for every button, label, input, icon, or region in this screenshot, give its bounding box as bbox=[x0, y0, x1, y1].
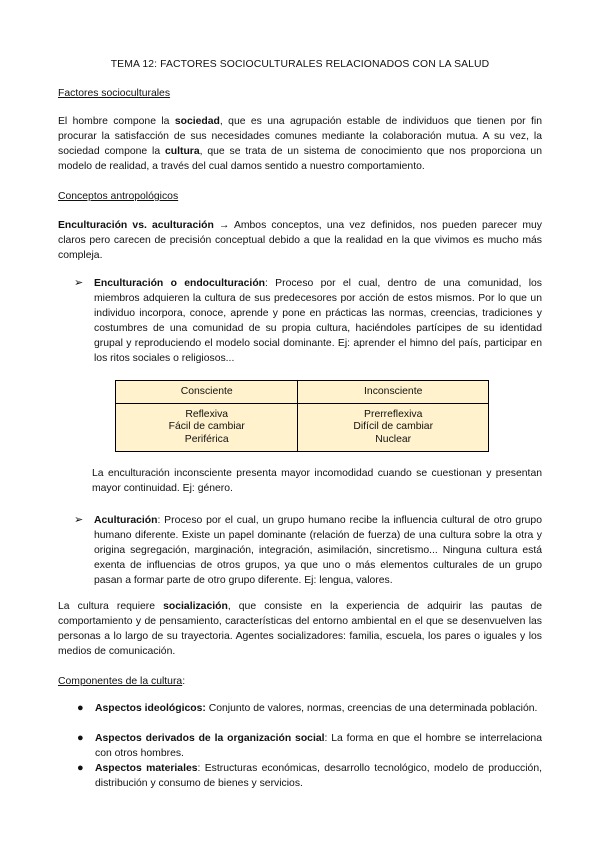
paragraph-enculturacion-vs-aculturacion: Enculturación vs. aculturación → Ambos conceptos, una vez definidos, nos pueden parecer muy claros pero carecen de precisión conceptual debido a que la realidad en la que vivimos es mucho más compleja. bbox=[58, 220, 543, 261]
bullet-icon: ● bbox=[77, 702, 84, 714]
enculturation-table bbox=[115, 380, 489, 452]
term-enculturacion: Enculturación o endoculturación bbox=[94, 278, 266, 289]
heading-componentes-cultura: Componentes de la cultura: bbox=[58, 676, 186, 687]
bullet-aculturacion: Aculturación: Proceso por el cual, un grupo humano recibe la influencia cultural de otro grupo humano diferente. Existe un papel dominante (relación de fuerza) de una cultura sobre la otra y origina segregación, marginación, integración, asimilación, sincretismo... Ninguna cultura está exenta de influencias de otros grupos, ya que uno o más elementos culturales de un grupo pasan a formar parte de otro grupo diferente. Ej: lengua, valores. bbox=[94, 515, 542, 586]
list-item-aspectos-materiales: Aspectos materiales: Estructuras económicas, desarrollo tecnológico, modelo de producción, distribución y consumo de bienes y servicios. bbox=[95, 763, 542, 789]
term-sociedad: sociedad bbox=[174, 116, 220, 127]
bullet-enculturacion: Enculturación o endoculturación: Proceso por el cual, dentro de una comunidad, los miembros adquieren la cultura de sus predecesores por acción de estos mismos. Por lo que un individuo incorpora, conoce, aprende y pone en prácticas las normas, creencias, tradiciones y costumbres de una comunidad de su propia cultura, haciéndoles partícipes de su identidad grupal y reproduciendo el modelo social dominante. Ej: aprender el himno del país, participar en los ritos sociales o religiosos... bbox=[94, 278, 542, 364]
paragraph-sociedad-cultura: El hombre compone la sociedad, que es una agrupación estable de individuos que tienen por fin procurar la satisfacción de sus necesidades comunes mediante la colaboración mutua. A su vez, la sociedad compone la cultura, que se trata de un sistema de conocimiento que nos proporciona un modelo de realidad, a través del cual damos sentido a nuestro comportamiento. bbox=[58, 116, 542, 172]
list-item-aspectos-ideologicos: Aspectos ideológicos: Conjunto de valores, normas, creencias de una determinada población. bbox=[95, 703, 538, 714]
bullet-icon: ● bbox=[77, 732, 84, 744]
term-enculturacion-vs-aculturacion: Enculturación vs. aculturación bbox=[58, 220, 214, 231]
arrow-bullet-icon: ➢ bbox=[74, 514, 84, 526]
table-cell-consciente: Reflexiva Fácil de cambiar Periférica bbox=[116, 404, 298, 452]
list-item-aspectos-organizacion-social: Aspectos derivados de la organización social: La forma en que el hombre se interrelaciona con otros hombres. bbox=[95, 733, 542, 759]
table-header-inconsciente: Inconsciente bbox=[298, 381, 489, 404]
term-socializacion: socialización bbox=[163, 601, 228, 612]
paragraph-enculturacion-inconsciente: La enculturación inconsciente presenta mayor incomodidad cuando se cuestionan y presentan mayor continuidad. Ej: género. bbox=[92, 468, 542, 494]
heading-factores-socioculturales: Factores socioculturales bbox=[58, 88, 171, 99]
table-cell-inconsciente: Prerreflexiva Difícil de cambiar Nuclear bbox=[298, 404, 489, 452]
document-title: TEMA 12: FACTORES SOCIOCULTURALES RELACIONADOS CON LA SALUD bbox=[110, 59, 490, 70]
heading-conceptos-antropologicos: Conceptos antropológicos bbox=[58, 191, 179, 202]
paragraph-socializacion: La cultura requiere socialización, que consiste en la experiencia de adquirir las pautas de comportamiento y de pensamiento, características del entorno ambiental en el que se desenvuelven las personas a lo largo de su trayectoria. Agentes socializadores: familia, escuela, los pares o iguales y los medios de comunicación. bbox=[58, 601, 543, 657]
bullet-icon: ● bbox=[77, 762, 84, 774]
arrow-icon: → bbox=[213, 220, 234, 231]
table-header-consciente: Consciente bbox=[116, 381, 298, 404]
term-cultura: cultura bbox=[164, 146, 200, 157]
term-aculturacion: Aculturación bbox=[94, 515, 158, 526]
arrow-bullet-icon: ➢ bbox=[74, 277, 84, 289]
